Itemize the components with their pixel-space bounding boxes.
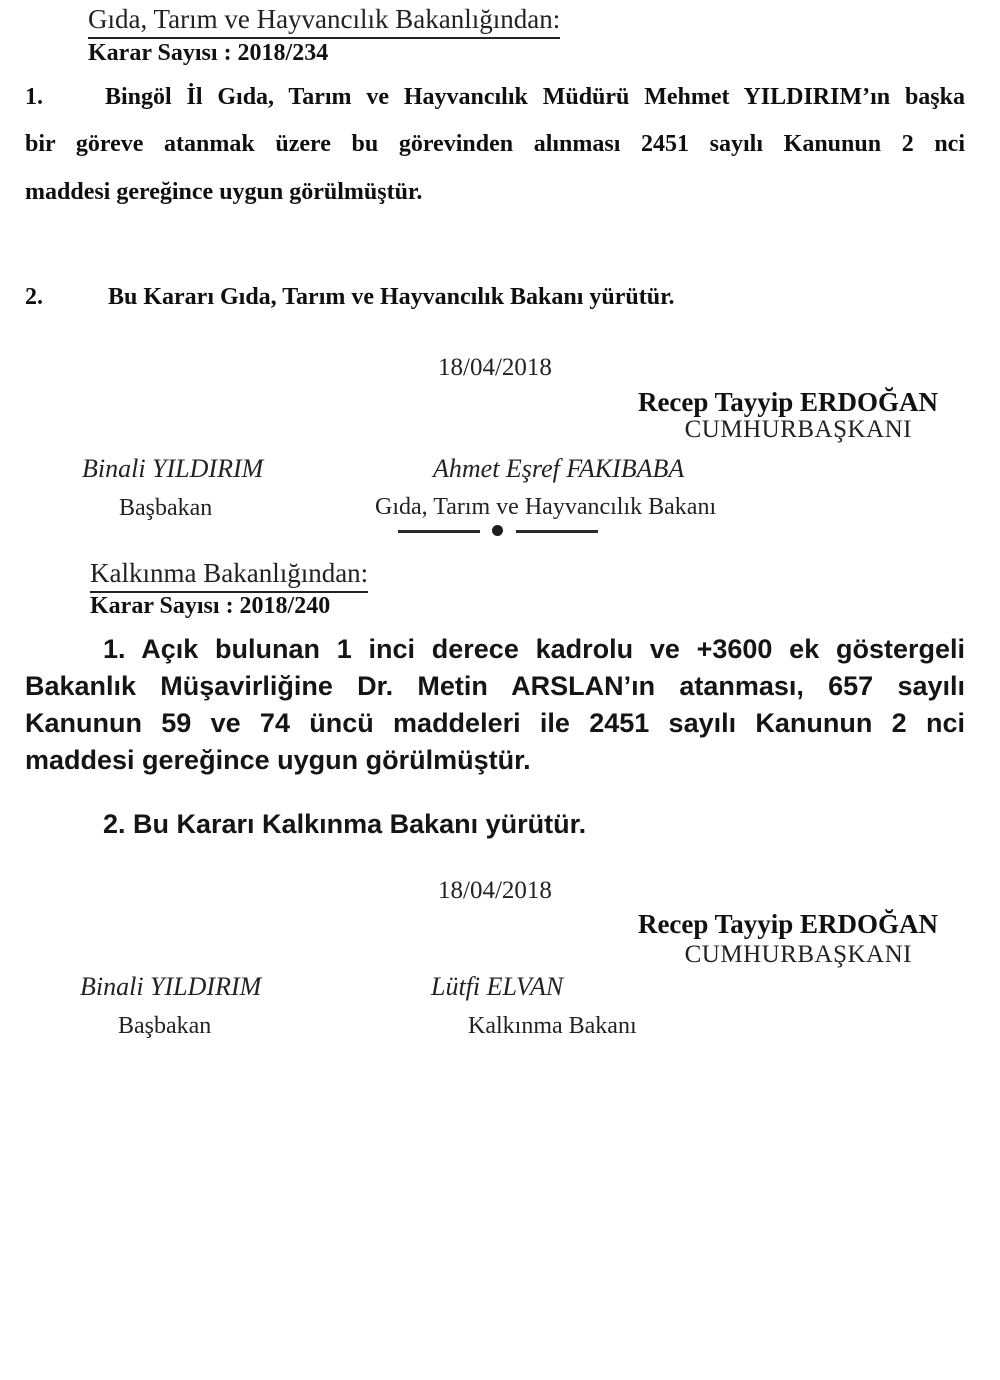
section1-item1-line2: bir göreve atanmak üzere bu görevinden alınması 2451 sayılı Kanunun 2 nci: [25, 131, 965, 157]
divider-left-line: [398, 530, 480, 533]
section1-item2-text: Bu Kararı Gıda, Tarım ve Hayvancılık Bakanı yürütür.: [108, 284, 675, 310]
section2-signature-date: 18/04/2018: [438, 877, 552, 904]
section1-president-name: Recep Tayyip ERDOĞAN: [637, 387, 938, 417]
section1-item1-number: 1.: [25, 84, 43, 110]
section2-pm-name: Binali YILDIRIM: [80, 972, 262, 1001]
section1-president-title: CUMHURBAŞKANI: [684, 416, 912, 443]
section2-item1-line4: maddesi gereğince uygun görülmüştür.: [25, 745, 531, 775]
section2-president-name: Recep Tayyip ERDOĞAN: [637, 909, 938, 939]
section2-item1-line3: Kanunun 59 ve 74 üncü maddeleri ile 2451 sayılı Kanunun 2 nci: [25, 708, 965, 738]
section1-signature-date: 18/04/2018: [438, 354, 552, 381]
section1-item1-line3: maddesi gereğince uygun görülmüştür.: [25, 179, 423, 205]
section2-item2-text: 2. Bu Kararı Kalkınma Bakanı yürütür.: [103, 809, 587, 839]
section2-item1-line2: Bakanlık Müşavirliğine Dr. Metin ARSLAN’ın atanması, 657 sayılı: [25, 671, 965, 701]
section2-president-title: CUMHURBAŞKANI: [684, 941, 912, 968]
section1-decision-number: Karar Sayısı : 2018/234: [88, 40, 329, 66]
section1-item2-number: 2.: [25, 284, 43, 310]
divider-dot-icon: [492, 525, 503, 536]
section2-pm-title: Başbakan: [118, 1013, 212, 1039]
section1-pm-name: Binali YILDIRIM: [82, 454, 264, 483]
section2-ministry-heading: Kalkınma Bakanlığından:: [90, 558, 368, 593]
section2-minister-name: Lütfi ELVAN: [431, 972, 564, 1001]
section2-item1-line1: 1. Açık bulunan 1 inci derece kadrolu ve +3600 ek göstergeli: [103, 634, 965, 664]
divider-right-line: [516, 530, 598, 533]
section2-decision-number: Karar Sayısı : 2018/240: [90, 593, 331, 619]
section2-minister-title: Kalkınma Bakanı: [468, 1013, 637, 1039]
section1-minister-title: Gıda, Tarım ve Hayvancılık Bakanı: [375, 494, 717, 520]
section1-pm-title: Başbakan: [119, 495, 213, 521]
section1-minister-name: Ahmet Eşref FAKIBABA: [433, 454, 685, 483]
section1-item1-line1: Bingöl İl Gıda, Tarım ve Hayvancılık Müdürü Mehmet YILDIRIM’ın başka: [105, 84, 965, 110]
section1-ministry-heading: Gıda, Tarım ve Hayvancılık Bakanlığından:: [88, 4, 560, 39]
